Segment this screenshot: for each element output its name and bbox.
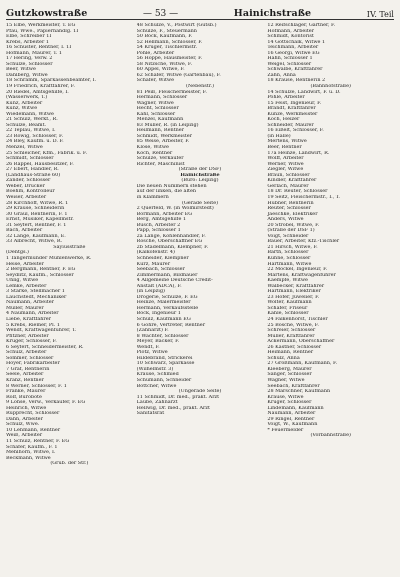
directory-entry: 31 Seyfert, Rentner, F. 1 (6, 222, 67, 228)
directory-entry: Jaeschke, Elektriker (267, 211, 318, 217)
directory-entry: Schmidt, Schlosser (6, 156, 54, 162)
directory-entry: 19 Friedrich, Kraftfahrer, F. (6, 84, 75, 90)
directory-entry: Plötz, Witwe (136, 350, 168, 356)
directory-entry: Heise, Arbeiter (6, 261, 44, 267)
directory-entry: Franke, Maurer (6, 389, 46, 395)
directory-entry: Sommer, Schlosser (6, 355, 54, 361)
directory-entry: 48 Schulze, V., Postwirt (Gutsb.) (136, 23, 217, 28)
directory-entry: Pohle, Arbeiter (267, 95, 305, 101)
directory-entry: 62 Schäfer, Witwe (Gartenbau), F. (136, 72, 221, 78)
directory-entry: Barth, Schlosser (267, 250, 309, 256)
directory-entry: Liebe, Kraftfahrer (6, 316, 51, 322)
directory-entry: 25 Schleicher, Kfm., Fabrik. u. F. (6, 150, 88, 156)
directory-entry: Hahn, Schlosser 1 (267, 56, 313, 62)
directory-entry: Wagner, Witwe (267, 378, 305, 383)
directory-entry: 58 Nitzsche, Witwe, F. (136, 61, 193, 67)
directory-entry: (in Leipzig) (136, 289, 165, 295)
left-street-heading: Gutzkowstraße (6, 8, 88, 19)
directory-entry: Weber, Drucker (6, 183, 45, 189)
directory-entry: Ziegler, Witwe (267, 167, 304, 173)
directory-entry: (Wilhelmstr. 3) (136, 366, 174, 372)
directory-entry: Kunze, Werkmeister (267, 111, 318, 117)
directory-entry: 8 Werner, Schlosser, F. 1 (6, 383, 67, 389)
directory-entry: Wendt, Kraftwagenführer, T. (6, 328, 77, 334)
directory-entry: Kühne, Schlosser (267, 255, 311, 261)
directory-entry: Krause, Witwe (267, 394, 304, 400)
directory-entry: 14 Gottschalk, Witwe 1 (267, 39, 326, 45)
directory-entry: 28 Marschner, Kaufmann (267, 389, 331, 395)
directory-entry: Kaempfe, Witwe (267, 278, 308, 284)
directory-entry: Rolf, Bürobote (6, 394, 42, 400)
directory-entry: Reuter, Schlosser (267, 206, 311, 212)
directory-entry: (Grub. der Str.) (50, 461, 89, 467)
directory-entry: Kurz, Maurer (136, 261, 171, 267)
directory-entry: 2 Querfeld, W. (in Wolmirstedt) (136, 206, 214, 212)
directory-entry: 3 Starke, Stellmacher 1 (6, 289, 65, 295)
directory-entry: 21 Schulz, Werkf., R. (6, 117, 58, 123)
directory-entry: 83 Müller, R. (in Leipzig) (136, 122, 199, 128)
directory-entry: Kahl, Schlosser (136, 111, 176, 117)
directory-entry: Koch, Rentner (136, 150, 173, 156)
directory-entry: Seydlitz, Kaufm., Schlosser (6, 272, 74, 278)
directory-entry: 56 Hoppe, Hausmeister, F. (136, 56, 203, 62)
directory-entry: 5 Krebs, Riemer, Pl. 1 (6, 322, 60, 328)
directory-entry: Schulze, Beamt. (6, 122, 47, 128)
directory-entry: 21 Hirsch, Witwe, F. (267, 244, 318, 250)
directory-entry: Böttcher, Witwe (136, 383, 177, 389)
directory-entry: Berg, Amtsgehilfe 1 (136, 217, 187, 223)
directory-entry: 52 Hellmann, Schlosser, F. (136, 39, 203, 45)
directory-entry: Schulz, Kaufmann EG (136, 316, 191, 322)
directory-entry: Schneider, Maurer (267, 122, 314, 128)
directory-entry: Laube, Zahnarzt (136, 400, 178, 406)
directory-entry: Weiß, Arbeiter (6, 433, 43, 439)
directory-entry: 14 Schulze, Landwirt, F. u. D. (267, 89, 341, 95)
directory-entry: Seebach, Kraftfahrer (267, 383, 320, 389)
directory-entry: 11 Schulz, Rentner, F. EG (6, 439, 70, 445)
directory-entry: Pfau, Wwe., Papierhandlg. 1I (6, 28, 79, 34)
directory-entry: Bormann, Arbeiter EG (136, 211, 193, 217)
directory-entry: 2b Stadelmann, Klempner, F. (136, 244, 209, 250)
directory-entry: Beer, Rentner (267, 145, 302, 151)
directory-entry: Lemke, Arbeiter (6, 283, 47, 289)
directory-entry: Brandt, Kraftfahrer (267, 106, 316, 112)
directory-entry: Mehlhorn, Witwe, I. (6, 450, 56, 456)
directory-entry: 27 Großmann, Kaufmann, F. (267, 361, 338, 367)
directory-entry: Schmidt, Kontorist (267, 34, 314, 40)
directory-entry: Naumann, Arbeiter (6, 300, 54, 306)
directory-entry: 20 Riedel, Amtsgehilfe, I. (6, 89, 69, 95)
directory-entry: 60 Appel, Witwe, F. (136, 67, 185, 73)
directory-entry: Uhlig, Witwe (6, 278, 39, 284)
directory-entry: Schwalbe, Kraftfahrer (267, 67, 323, 73)
directory-entry: 54 Krüger, Tischlermstr. (136, 45, 198, 51)
directory-entry: Sänger, Schlosser (267, 372, 312, 378)
directory-entry: Gerlach, Maurer (267, 183, 309, 189)
directory-entry: 8 Wächter, Schlosser (136, 333, 189, 339)
directory-entry: Sayiusstraße (53, 244, 86, 250)
directory-entry: Krüger, Schlosser (267, 400, 312, 406)
directory-entry: 28 Kirchhoff, Witwe, R. 1 (6, 200, 69, 206)
directory-entry: Anders, Witwe (267, 217, 304, 223)
directory-entry: 30 Graul, Rentnerin, F. 1 (6, 211, 68, 217)
directory-entry: Papp, Schlosser 1 (136, 228, 181, 234)
directory-entry: Hainichstraße (180, 172, 220, 178)
directory-entry: Braun, Schlosser (267, 172, 310, 178)
directory-entry: 4 Naumann, Arbeiter (6, 311, 59, 317)
directory-entry: * Feuermelder (267, 427, 304, 433)
directory-entry: 15 Elbe, Werkmeister, T. EG (6, 23, 76, 28)
directory-entry: Schulz, Arbeiter (6, 350, 47, 356)
directory-entry: 22 Möckel, Ingenieur, F. (267, 267, 328, 273)
directory-entry: Seebach, Schlosser (136, 267, 185, 273)
directory-entry: Die neuen Nummern stehen (136, 183, 207, 189)
directory-entry: 22 Teplau, Witwe, I. (6, 128, 56, 134)
directory-entry: Schulz, Wwe. (6, 422, 40, 428)
directory-entry: Pohle, Arbeiter (136, 50, 175, 56)
directory-entry: Schmidt, Werkmeister (136, 133, 192, 139)
directory-entry: 50 Bock, Kaufmann, F. (136, 34, 193, 40)
page-number: — 53 — (142, 9, 179, 19)
directory-entry: 25 Bösche, Witwe, F. (267, 322, 319, 328)
directory-entry: in Klammern (136, 194, 169, 200)
directory-entry: 26 Kästner, Schlosser (267, 344, 322, 350)
directory-entry: Beckmann, Witwe (6, 455, 51, 461)
directory-entry: Wolff, Arbeiter (267, 156, 304, 162)
directory-entry: (Straße der DSF 1) (267, 228, 315, 234)
directory-entry: (Büro: Leipzig) (181, 178, 219, 184)
directory-entry: Hermann, Verkaufsstelle (136, 305, 199, 311)
directory-entry: Müller, Kraftfahrer (267, 333, 315, 339)
directory-entry: Hartmann, Elektriker (267, 289, 321, 295)
directory-entry: Hildebrand, Strickerei (136, 355, 193, 361)
directory-entry: Schulz, Anna (267, 355, 300, 361)
directory-entry: Wagner, Witwe (136, 100, 174, 106)
directory-entry: 20 Strobel, Witwe, F. (267, 222, 320, 228)
directory-entry: 81 Peiß, Fleischermeister, F. (136, 89, 207, 95)
directory-entry: 29 Krause, Schneiderin (6, 206, 65, 212)
directory-entry: Menzel, Kaufmann (136, 117, 184, 123)
directory-entry: Schreier, Schlosser (267, 328, 316, 334)
directory-entry: Richter, Maschinist (136, 161, 185, 167)
directory-entry: (Kalkofenstr. 4) (136, 250, 175, 256)
directory-entry: Kunz, Arbeiter (6, 100, 43, 106)
directory-entry: Wiedemann, Witwe (6, 111, 54, 117)
directory-entry: Kranz, Rentner (6, 378, 44, 383)
directory-entry: Zander, Schlosser (6, 178, 51, 184)
directory-entry: 32 Lange, Kaufmann, E. (6, 233, 66, 239)
directory-entry: Mertens, Witwe (267, 139, 307, 145)
directory-entry: Hofmann, Maurer, T. 1 (6, 50, 62, 56)
directory-entry: (Ungerade Seite) (178, 389, 222, 395)
directory-entry: Rupprecht, Schlosser (6, 411, 60, 417)
directory-entry: 6 Seyfert, Schneidermeister, R. (6, 344, 84, 350)
directory-entry: Hofmann, Arbeiter (267, 28, 314, 34)
directory-entry: Naumann, Arbeiter (267, 411, 316, 417)
directory-entry: Wolter, Kaufmann (267, 300, 312, 306)
directory-entry: (Gerade Seite) (181, 200, 219, 206)
directory-entry: Schneider, Klempner (136, 255, 189, 261)
directory-entry: 33 Albrecht, Witwe, R. (6, 239, 63, 245)
directory-entry: 10 Lehmann, Rentner (6, 427, 61, 433)
directory-entry: 23 Höfer, Juwelier, F. (267, 294, 320, 300)
directory-entry: Teichmann, Arbeiter (267, 45, 319, 51)
directory-entry: Heinze, Malermeister (136, 300, 191, 306)
directory-entry: (Nebenstr.) (186, 84, 214, 90)
directory-entry: 16 Schuster, Rentner, I. 1I (6, 45, 72, 51)
directory-entry: 15 Feist, Ingenieur, F. (267, 100, 322, 106)
directory-entry: Schulze, Verkäufer (136, 156, 184, 162)
directory-entry: 29 Ringel, Rentner (267, 416, 315, 422)
directory-entry: Klose, Witwe (136, 145, 169, 151)
directory-entry: Pfitzner, Arbeiter (6, 333, 49, 339)
column-middle (137, 23, 264, 467)
directory-entry: 6 Göhre, Vertreter, Rentner (136, 322, 206, 328)
directory-entry: Hübner, Rentnerin (267, 200, 314, 206)
directory-entry: 26 Rappel, Hausbesitzer, F. (6, 161, 74, 167)
directory-entry: 2 Bergmann, Rentner, F. EG (6, 267, 76, 273)
directory-entry: Wendt, F. (136, 344, 160, 350)
directory-entry: 9 Lohse, Verw., Verkäufer, F. EG (6, 400, 86, 406)
directory-entry: Hecht, Schlosser (136, 106, 179, 112)
directory-entry: Heimann, Rentner (267, 350, 314, 356)
directory-entry: Anstalt (ADCA), F. (136, 283, 182, 289)
directory-entry: 18 Schramm, Sparkassenbeamter, I. (6, 78, 97, 84)
directory-entry: 27 Ebert, Händler, R. (6, 167, 59, 173)
directory-entry: Menzel, Witwe (6, 145, 43, 151)
directory-entry: Bauer, Arbeiter, Kfz.-Tischler (267, 239, 340, 245)
directory-entry: Schulze, F., Steuermann (136, 28, 197, 34)
directory-entry: Dähn, Arbeiter (6, 416, 43, 422)
directory-entry: (Straße der DSF) (178, 167, 222, 173)
directory-entry: 24 Falkenhorst, Tischler (267, 316, 328, 322)
directory-entry: Lauchstedt, Mechaniker (6, 294, 67, 300)
directory-entry: 17a Heinze, Landwirt, R. (267, 150, 330, 156)
directory-entry: Kindler, Kraftfahrer (267, 178, 317, 184)
directory-entry: 19 Seitz, Fleischermstr., I., T. (267, 194, 340, 200)
column-left (6, 23, 133, 467)
directory-entry: Werner, Witwe (267, 161, 304, 167)
directory-entry: 24 Bley, Kaufm. u. D. F. (6, 139, 64, 145)
directory-entry: (Wasserwerk, T.) (6, 95, 48, 101)
directory-entry: 18 Dr. Reuter, Schlosser (267, 189, 328, 195)
directory-entry: Kunz, Witwe (6, 106, 38, 112)
directory-entry: Krüger, Schlosser, F. (6, 339, 57, 345)
directory-entry: Voigt, W., Kaufmann (267, 422, 318, 428)
directory-entry: Voigt, Schneider (267, 233, 309, 239)
directory-entry: Schäfer, Witwe (136, 78, 174, 84)
directory-entry: Dahlberg, Witwe (6, 72, 48, 78)
directory-entry: Elbe, Schreiber 1I (6, 34, 52, 40)
directory-entry: 16 Georgi, Witwe EG (267, 50, 320, 56)
directory-entry: (in Halle) (267, 133, 291, 139)
page-header (6, 6, 394, 20)
directory-entry: Zimmermann, Bildhauer (136, 272, 198, 278)
directory-entry: Seele, Arbeiter (6, 372, 44, 378)
directory-entry: Hermann, Schlosser (136, 95, 188, 101)
directory-entry: Weigel, Schlosser (267, 61, 312, 67)
directory-entry: (Dentgs.) (6, 250, 29, 256)
directory-entry: 23 Rowig, Schlosser, F. (6, 133, 64, 139)
directory-entry: Hellwig, Dr. med., prakt. Arzt (136, 405, 210, 411)
directory-entry: Schulze, Schlosser (6, 61, 53, 67)
directory-entry: Schäfer, Kaufm., F. 1 (6, 444, 58, 450)
directory-entry: Hartmann, Witwe (267, 261, 312, 267)
directory-entry: Rosche, Oberschaffner EG (136, 239, 203, 245)
directory-entry: Hoyer, Fabrikarbeiter (6, 361, 60, 367)
directory-entry: Drogerie, Schulze, F. EG (136, 294, 198, 300)
directory-entry: Boehm, Kontrolleur (6, 189, 55, 195)
directory-entry: (Zahnarzt) F. (136, 328, 169, 334)
column-right (267, 23, 394, 467)
directory-entry: Ernst, Musiker, Kapellmstr. (6, 217, 74, 223)
directory-entry: Sanitätsrat (136, 411, 165, 417)
directory-entry: 12 Reifschläger, Gärtner, F. (267, 23, 336, 28)
directory-entry: auf der linken, die alten (136, 189, 197, 195)
directory-entry: Walbecker, Kraftfahrer (267, 283, 325, 289)
directory-entry: Zahn, Anna (267, 72, 296, 78)
columns (4, 23, 396, 467)
directory-entry: Weiser, Arbeiter (6, 194, 47, 200)
directory-entry: 18 Krause, Rentnerin 2 (267, 78, 326, 84)
directory-entry: 7 Graf, Rentnerin (6, 366, 50, 372)
directory-entry: 2a Lange, Kohlenhändler, F. (136, 233, 206, 239)
directory-entry: Martens, Kraftwagenführer (267, 272, 336, 278)
directory-entry: Bach, Arbeiter (6, 228, 43, 234)
directory-entry: Heilmann, Rentner (136, 128, 184, 134)
directory-entry: Lindemann, Kaufmann (267, 405, 324, 411)
right-street-heading: Hainichstraße (233, 8, 312, 19)
directory-entry: Busch, Arbeiter 2 (136, 222, 181, 228)
directory-entry: Meyer, Bäcker, F. (136, 339, 180, 345)
directory-entry: Krebs, Arbeiter 1 (6, 39, 49, 45)
directory-entry: Kahle, Schlosser (267, 311, 309, 317)
directory-entry: 17 Hering, Verw. 2 (6, 56, 53, 62)
directory-entry: Krause, Schmied (136, 372, 179, 378)
directory-entry: Schäfer, Friseur (267, 305, 308, 311)
part-label: IV. Teil (366, 10, 394, 19)
directory-entry: 85 Weise, Arbeiter, F. (136, 139, 190, 145)
directory-entry: (Bahnhofstraße) (310, 84, 351, 90)
directory-entry: Koch, Heizer (267, 117, 300, 123)
directory-entry: 11 Schmidt, Dr. med., prakt. Arzt (136, 394, 220, 400)
directory-entry: Schumann, Schneider (136, 378, 192, 383)
directory-entry: 4 Allgemeine Deutsche Credit- (136, 278, 213, 284)
directory-entry: Kleeberg, Maurer (267, 366, 312, 372)
directory-entry: 1 Tangermünder Mühlenwerke, R. (6, 255, 92, 261)
directory-entry: 10 Schwarz, Sparkasse (136, 361, 195, 367)
directory-entry: 16 Eißelt, Schlosser, F. (267, 128, 324, 134)
directory-entry: (Vorbahnstraße) (310, 433, 351, 439)
directory-entry: Bock, Ingenieur 1 (136, 311, 181, 317)
directory-entry: (Landhaus-Straße 60) (6, 172, 61, 178)
directory-entry: Beer, Witwe (6, 67, 36, 73)
directory-entry: Ackermann, Oberschaffner (267, 339, 335, 345)
directory-entry: Heinrich, Witwe (6, 405, 47, 411)
directory-entry: Müller, Maurer (6, 305, 44, 311)
